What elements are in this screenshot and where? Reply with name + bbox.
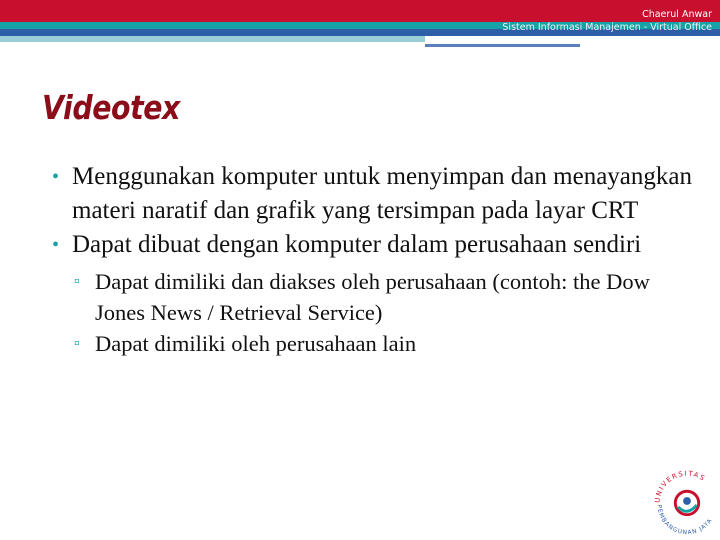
- sub-bullet-item: [52, 328, 692, 359]
- bullet-dot-icon: •: [52, 166, 60, 188]
- sub-bullet-item: [52, 266, 692, 328]
- slide-body: [52, 160, 692, 359]
- bullet-item: [52, 228, 692, 262]
- slide-title: Videotex: [42, 88, 180, 127]
- bullet-dot-icon: •: [52, 234, 60, 256]
- university-logo: [648, 462, 720, 540]
- logo-arc-bottom-text: PEMBANGUNAN JAYA: [655, 504, 714, 537]
- slide-header: [502, 8, 712, 34]
- logo-teal-swoosh: [678, 505, 697, 511]
- logo-center-dot: [683, 497, 691, 505]
- bullet-text: Dapat dibuat dengan komputer dalam perusahaan sendiri: [72, 231, 642, 258]
- bullet-item: [52, 160, 692, 228]
- bullet-text: Menggunakan komputer untuk menyimpan dan menayangkan materi naratif dan grafik yang tersimpan pada layar CRT: [72, 163, 692, 224]
- sub-bullet-text: Dapat dimiliki dan diakses oleh perusahaan (contoh: the Dow Jones News / Retrieval Service): [95, 269, 650, 325]
- square-bullet-icon: ▫: [74, 335, 80, 352]
- header-course: Sistem Informasi Manajemen - Virtual Office: [502, 22, 712, 33]
- short-accent-stripe: [425, 44, 580, 47]
- header-author: Chaerul Anwar: [642, 9, 712, 20]
- svg-text:PEMBANGUNAN JAYA: [656, 505, 714, 537]
- logo-arc-top-text: UNIVERSITAS: [653, 469, 708, 504]
- sub-bullet-text: Dapat dimiliki oleh perusahaan lain: [95, 331, 417, 356]
- square-bullet-icon: ▫: [74, 273, 80, 290]
- white-gap: [0, 42, 425, 44]
